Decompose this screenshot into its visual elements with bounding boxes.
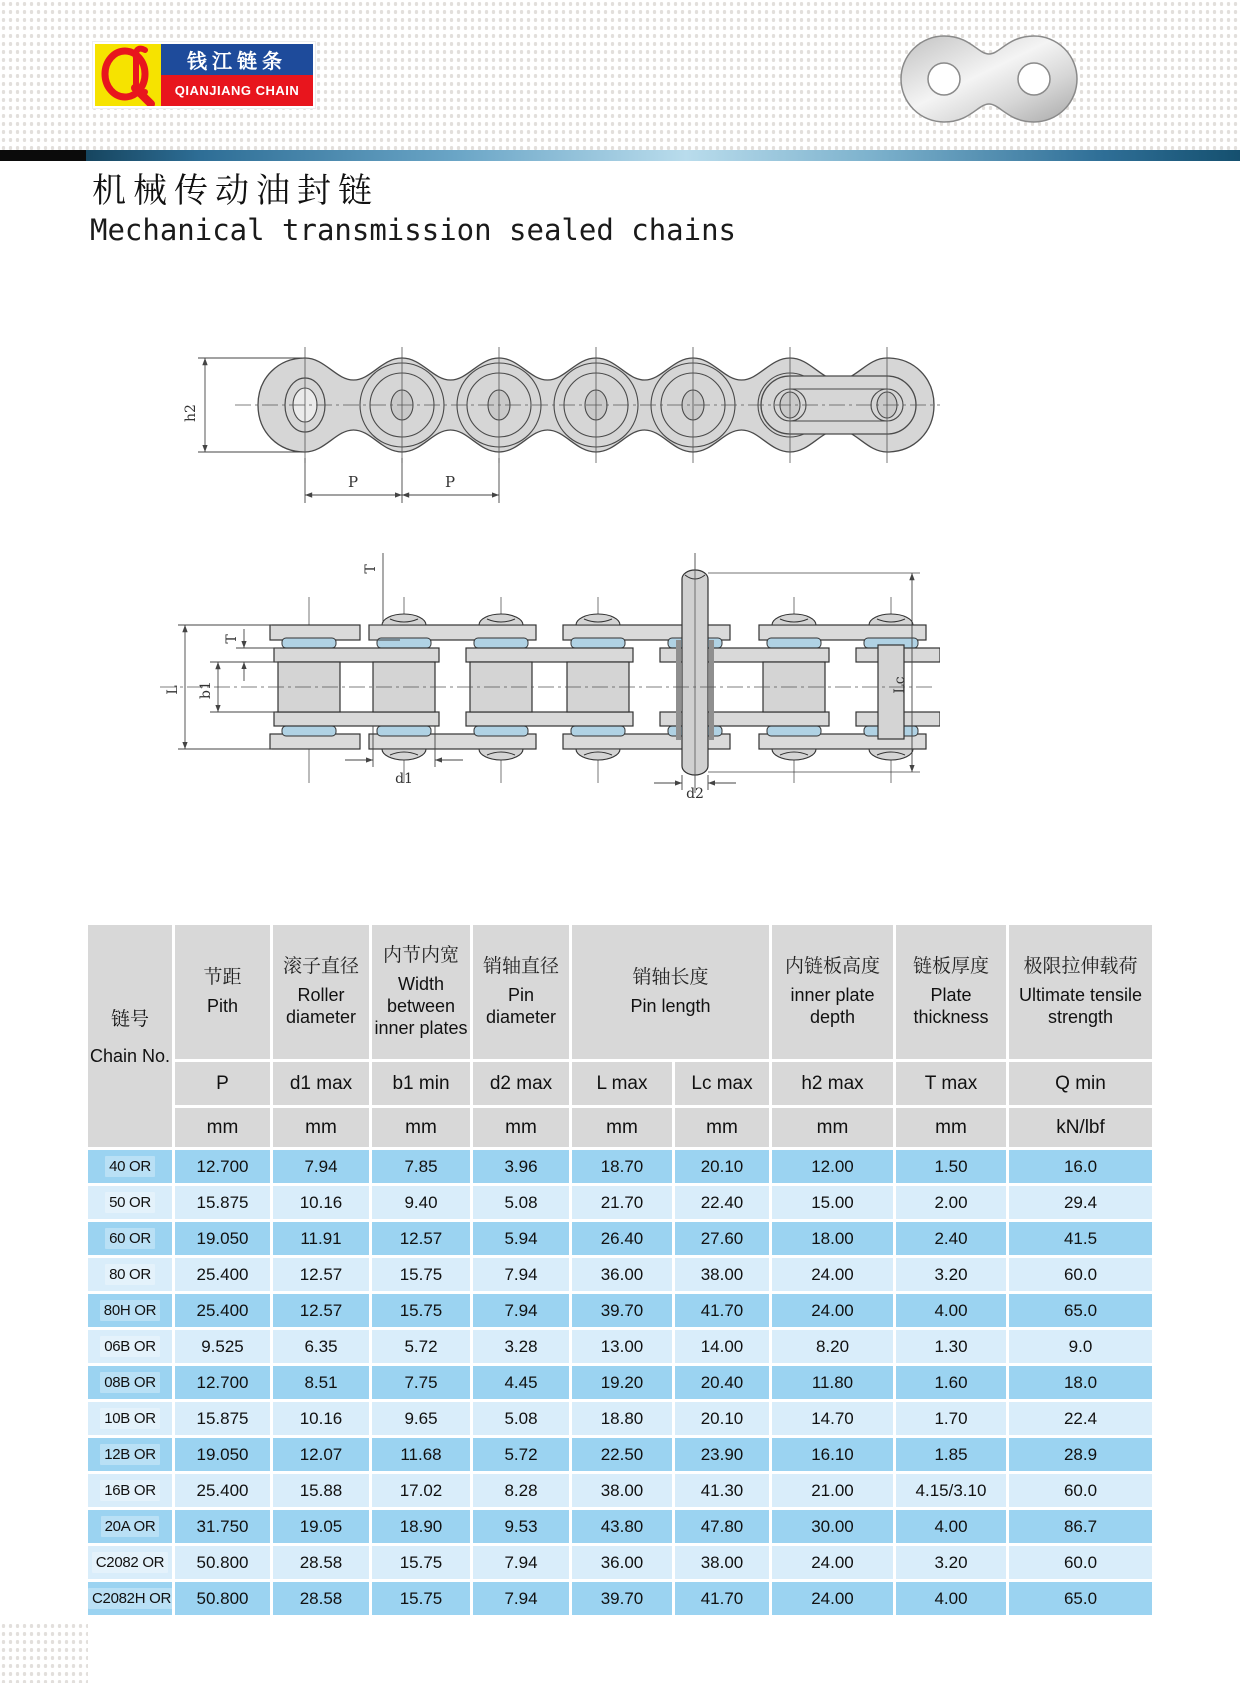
value-cell: 18.90 <box>372 1510 470 1543</box>
value-cell: 21.00 <box>772 1474 893 1507</box>
value-cell: 1.70 <box>896 1402 1006 1435</box>
col-header-inner-width: 内节内宽 Width between inner plates <box>372 925 470 1059</box>
logo-text-block <box>161 44 313 106</box>
value-cell: 65.0 <box>1009 1582 1152 1615</box>
value-cell: 4.00 <box>896 1510 1006 1543</box>
dim-label-t1: T <box>363 564 379 574</box>
chain-section-view-diagram <box>140 535 940 800</box>
dim-label-h2: h2 <box>183 404 199 422</box>
value-cell: 9.525 <box>175 1330 270 1363</box>
value-cell: 5.72 <box>473 1438 569 1471</box>
value-cell: 6.35 <box>273 1330 369 1363</box>
value-cell: 3.20 <box>896 1258 1006 1291</box>
value-cell: 38.00 <box>572 1474 672 1507</box>
value-cell: 15.88 <box>273 1474 369 1507</box>
value-cell: 23.90 <box>675 1438 769 1471</box>
chain-no-cell: 10B OR <box>88 1402 172 1435</box>
value-cell: 12.57 <box>273 1258 369 1291</box>
value-cell: 12.57 <box>273 1294 369 1327</box>
value-cell: 3.20 <box>896 1546 1006 1579</box>
col-header-plate-thickness: 链板厚度 Plate thickness <box>896 925 1006 1059</box>
value-cell: 25.400 <box>175 1258 270 1291</box>
divider-bar-black <box>0 150 86 161</box>
dim-label-t2: T <box>224 634 240 644</box>
chain-no-cell: 40 OR <box>88 1150 172 1183</box>
table-row <box>88 1258 1152 1291</box>
value-cell: 18.80 <box>572 1402 672 1435</box>
value-cell: 4.15/3.10 <box>896 1474 1006 1507</box>
col-header-roller-diameter: 滚子直径 Roller diameter <box>273 925 369 1059</box>
value-cell: 18.00 <box>772 1222 893 1255</box>
value-cell: 8.51 <box>273 1366 369 1399</box>
table-row <box>88 1510 1152 1543</box>
value-cell: 11.80 <box>772 1366 893 1399</box>
value-cell: 36.00 <box>572 1258 672 1291</box>
value-cell: 28.58 <box>273 1546 369 1579</box>
value-cell: 4.00 <box>896 1294 1006 1327</box>
value-cell: 60.0 <box>1009 1546 1152 1579</box>
logo-name-cn: 钱江链条 <box>161 44 313 75</box>
col-header-pin-length: 销轴长度 Pin length <box>572 925 769 1059</box>
value-cell: 7.94 <box>473 1546 569 1579</box>
dim-label-b1: b1 <box>198 681 214 699</box>
value-cell: 9.40 <box>372 1186 470 1219</box>
value-cell: 11.68 <box>372 1438 470 1471</box>
value-cell: 86.7 <box>1009 1510 1152 1543</box>
value-cell: 41.30 <box>675 1474 769 1507</box>
value-cell: 39.70 <box>572 1294 672 1327</box>
table-row <box>88 1546 1152 1579</box>
value-cell: 60.0 <box>1009 1474 1152 1507</box>
page-title-en: Mechanical transmission sealed chains <box>90 213 737 247</box>
value-cell: 31.750 <box>175 1510 270 1543</box>
value-cell: 3.28 <box>473 1330 569 1363</box>
table-row <box>88 1294 1152 1327</box>
value-cell: 24.00 <box>772 1294 893 1327</box>
table-row <box>88 1438 1152 1471</box>
value-cell: 7.94 <box>473 1294 569 1327</box>
value-cell: 1.30 <box>896 1330 1006 1363</box>
value-cell: 29.4 <box>1009 1186 1152 1219</box>
chain-no-cell: 80 OR <box>88 1258 172 1291</box>
value-cell: 14.70 <box>772 1402 893 1435</box>
dim-label-p2: P <box>444 473 456 491</box>
spec-table-body <box>88 1150 1152 1615</box>
value-cell: 12.700 <box>175 1366 270 1399</box>
value-cell: 2.00 <box>896 1186 1006 1219</box>
unit-header-row: mm mm mm mm mm mm mm mm kN/lbf <box>88 1108 1152 1147</box>
value-cell: 16.10 <box>772 1438 893 1471</box>
value-cell: 15.75 <box>372 1258 470 1291</box>
value-cell: 12.57 <box>372 1222 470 1255</box>
value-cell: 7.85 <box>372 1150 470 1183</box>
chain-no-cell: C2082 OR <box>88 1546 172 1579</box>
table-row <box>88 1330 1152 1363</box>
value-cell: 5.72 <box>372 1330 470 1363</box>
dim-label-p1: P <box>347 473 359 491</box>
table-row <box>88 1186 1152 1219</box>
spec-table <box>85 922 1155 1618</box>
chain-no-cell: C2082H OR <box>88 1582 172 1615</box>
value-cell: 15.75 <box>372 1294 470 1327</box>
dim-label-d1: d1 <box>395 771 413 787</box>
value-cell: 9.53 <box>473 1510 569 1543</box>
value-cell: 19.050 <box>175 1438 270 1471</box>
value-cell: 19.05 <box>273 1510 369 1543</box>
value-cell: 19.050 <box>175 1222 270 1255</box>
value-cell: 14.00 <box>675 1330 769 1363</box>
chain-no-cell: 50 OR <box>88 1186 172 1219</box>
value-cell: 15.875 <box>175 1186 270 1219</box>
value-cell: 13.00 <box>572 1330 672 1363</box>
value-cell: 19.20 <box>572 1366 672 1399</box>
value-cell: 15.00 <box>772 1186 893 1219</box>
value-cell: 36.00 <box>572 1546 672 1579</box>
value-cell: 4.00 <box>896 1582 1006 1615</box>
value-cell: 38.00 <box>675 1258 769 1291</box>
value-cell: 22.50 <box>572 1438 672 1471</box>
value-cell: 5.08 <box>473 1186 569 1219</box>
chain-no-cell: 80H OR <box>88 1294 172 1327</box>
table-row <box>88 1150 1152 1183</box>
value-cell: 15.75 <box>372 1546 470 1579</box>
value-cell: 41.70 <box>675 1582 769 1615</box>
value-cell: 7.75 <box>372 1366 470 1399</box>
value-cell: 43.80 <box>572 1510 672 1543</box>
value-cell: 4.45 <box>473 1366 569 1399</box>
value-cell: 7.94 <box>273 1150 369 1183</box>
value-cell: 10.16 <box>273 1402 369 1435</box>
value-cell: 20.10 <box>675 1150 769 1183</box>
dim-label-d2: d2 <box>686 786 704 800</box>
value-cell: 21.70 <box>572 1186 672 1219</box>
chain-no-cell: 20A OR <box>88 1510 172 1543</box>
value-cell: 16.0 <box>1009 1150 1152 1183</box>
chain-side-view-diagram <box>140 325 940 525</box>
table-row <box>88 1222 1152 1255</box>
value-cell: 41.5 <box>1009 1222 1152 1255</box>
divider-bar-blue <box>86 150 1240 161</box>
table-row <box>88 1366 1152 1399</box>
value-cell: 9.0 <box>1009 1330 1152 1363</box>
value-cell: 1.60 <box>896 1366 1006 1399</box>
value-cell: 7.94 <box>473 1582 569 1615</box>
value-cell: 50.800 <box>175 1582 270 1615</box>
value-cell: 9.65 <box>372 1402 470 1435</box>
value-cell: 38.00 <box>675 1546 769 1579</box>
value-cell: 65.0 <box>1009 1294 1152 1327</box>
dim-label-L: L <box>165 685 181 695</box>
chain-no-cell: 06B OR <box>88 1330 172 1363</box>
value-cell: 15.875 <box>175 1402 270 1435</box>
value-cell: 28.9 <box>1009 1438 1152 1471</box>
value-cell: 11.91 <box>273 1222 369 1255</box>
page-title-cn: 机械传动油封链 <box>92 171 379 211</box>
table-row <box>88 1582 1152 1615</box>
value-cell: 2.40 <box>896 1222 1006 1255</box>
logo-name-en: QIANJIANG CHAIN <box>161 75 313 106</box>
value-cell: 60.0 <box>1009 1258 1152 1291</box>
value-cell: 18.0 <box>1009 1366 1152 1399</box>
col-header-pin-diameter: 销轴直径 Pin diameter <box>473 925 569 1059</box>
value-cell: 20.40 <box>675 1366 769 1399</box>
value-cell: 12.07 <box>273 1438 369 1471</box>
col-header-tensile-strength: 极限拉伸载荷 Ultimate tensile strength <box>1009 925 1152 1059</box>
value-cell: 17.02 <box>372 1474 470 1507</box>
value-cell: 20.10 <box>675 1402 769 1435</box>
value-cell: 24.00 <box>772 1546 893 1579</box>
col-header-inner-plate-depth: 内链板高度 inner plate depth <box>772 925 893 1059</box>
value-cell: 15.75 <box>372 1582 470 1615</box>
value-cell: 8.28 <box>473 1474 569 1507</box>
value-cell: 1.50 <box>896 1150 1006 1183</box>
table-row <box>88 1474 1152 1507</box>
value-cell: 12.00 <box>772 1150 893 1183</box>
value-cell: 22.4 <box>1009 1402 1152 1435</box>
chain-plate-icon <box>882 32 1102 127</box>
table-row <box>88 1402 1152 1435</box>
value-cell: 30.00 <box>772 1510 893 1543</box>
value-cell: 47.80 <box>675 1510 769 1543</box>
value-cell: 8.20 <box>772 1330 893 1363</box>
value-cell: 7.94 <box>473 1258 569 1291</box>
value-cell: 10.16 <box>273 1186 369 1219</box>
col-header-chain-no: 链号 Chain No. <box>88 925 172 1147</box>
value-cell: 1.85 <box>896 1438 1006 1471</box>
value-cell: 22.40 <box>675 1186 769 1219</box>
chain-no-cell: 16B OR <box>88 1474 172 1507</box>
value-cell: 39.70 <box>572 1582 672 1615</box>
value-cell: 26.40 <box>572 1222 672 1255</box>
chain-no-cell: 08B OR <box>88 1366 172 1399</box>
value-cell: 24.00 <box>772 1258 893 1291</box>
symbol-header-row: P d1 max b1 min d2 max L max Lc max h2 max T max Q min <box>88 1062 1152 1105</box>
chain-no-cell: 12B OR <box>88 1438 172 1471</box>
value-cell: 3.96 <box>473 1150 569 1183</box>
value-cell: 5.08 <box>473 1402 569 1435</box>
value-cell: 50.800 <box>175 1546 270 1579</box>
value-cell: 12.700 <box>175 1150 270 1183</box>
value-cell: 25.400 <box>175 1294 270 1327</box>
dim-label-lc: Lc <box>892 676 908 694</box>
col-header-pitch: 节距 Pith <box>175 925 270 1059</box>
footer-dots-patch <box>0 1622 88 1683</box>
value-cell: 25.400 <box>175 1474 270 1507</box>
value-cell: 24.00 <box>772 1582 893 1615</box>
value-cell: 41.70 <box>675 1294 769 1327</box>
value-cell: 28.58 <box>273 1582 369 1615</box>
value-cell: 5.94 <box>473 1222 569 1255</box>
value-cell: 27.60 <box>675 1222 769 1255</box>
chain-no-cell: 60 OR <box>88 1222 172 1255</box>
company-logo <box>93 42 315 108</box>
value-cell: 18.70 <box>572 1150 672 1183</box>
logo-monogram-icon <box>95 44 161 106</box>
